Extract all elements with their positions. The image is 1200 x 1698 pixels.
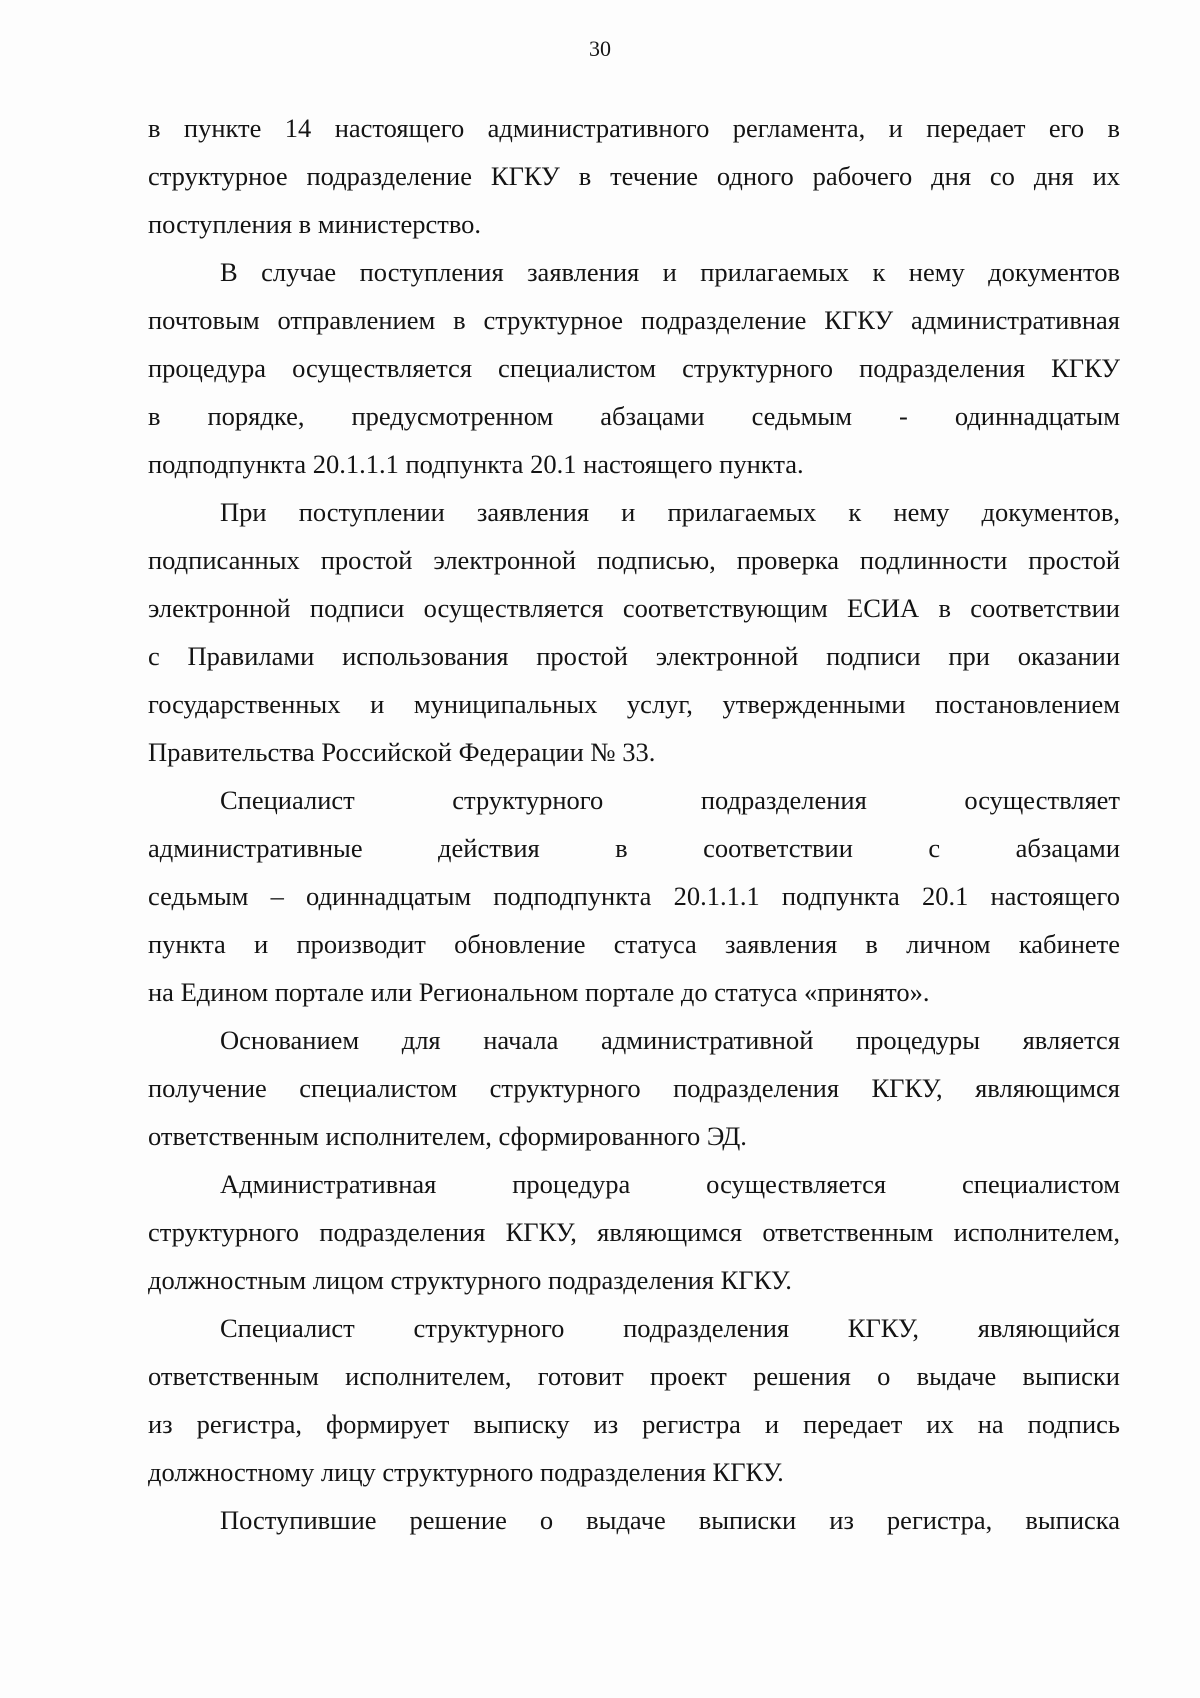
text-line: седьмым – одиннадцатым подподпункта 20.1.1.1 подпункта 20.1 настоящего (148, 881, 1120, 911)
text-line: из регистра, формирует выписку из регистра и передает их на подпись (148, 1409, 1120, 1439)
text-line: подподпункта 20.1.1.1 подпункта 20.1 настоящего пункта. (148, 449, 804, 479)
paragraph-1 (148, 104, 1120, 248)
text-line: структурное подразделение КГКУ в течение одного рабочего дня со дня их (148, 161, 1120, 191)
text-line: с Правилами использования простой электронной подписи при оказании (148, 641, 1120, 671)
text-line: Правительства Российской Федерации № 33. (148, 737, 656, 767)
text-line: пункта и производит обновление статуса заявления в личном кабинете (148, 929, 1120, 959)
text-line: почтовым отправлением в структурное подразделение КГКУ административная (148, 305, 1120, 335)
text-line: на Едином портале или Региональном портале до статуса «принято». (148, 977, 930, 1007)
paragraph-2 (148, 248, 1120, 488)
text-line: должностному лицу структурного подразделения КГКУ. (148, 1457, 784, 1487)
paragraph-8 (148, 1496, 1120, 1544)
text-line: ответственным исполнителем, сформированного ЭД. (148, 1121, 747, 1151)
text-line: При поступлении заявления и прилагаемых к нему документов, (220, 497, 1120, 527)
text-line: Поступившие решение о выдаче выписки из регистра, выписка (220, 1505, 1120, 1535)
text-line: ответственным исполнителем, готовит проект решения о выдаче выписки (148, 1361, 1120, 1391)
text-line: в пункте 14 настоящего административного регламента, и передает его в (148, 113, 1120, 143)
text-line: структурного подразделения КГКУ, являющимся ответственным исполнителем, (148, 1217, 1120, 1247)
text-line: электронной подписи осуществляется соответствующим ЕСИА в соответствии (148, 593, 1120, 623)
paragraph-4 (148, 776, 1120, 1016)
paragraph-5 (148, 1016, 1120, 1160)
text-line: административные действия в соответствии с абзацами (148, 833, 1120, 863)
paragraph-6 (148, 1160, 1120, 1304)
text-line: Специалист структурного подразделения осуществляет (220, 785, 1120, 815)
text-line: Основанием для начала административной процедуры является (220, 1025, 1120, 1055)
text-line: подписанных простой электронной подписью, проверка подлинности простой (148, 545, 1120, 575)
text-line: В случае поступления заявления и прилагаемых к нему документов (220, 257, 1120, 287)
text-line: получение специалистом структурного подразделения КГКУ, являющимся (148, 1073, 1120, 1103)
text-line: Специалист структурного подразделения КГКУ, являющийся (220, 1313, 1120, 1343)
text-line: должностным лицом структурного подразделения КГКУ. (148, 1265, 792, 1295)
paragraph-7 (148, 1304, 1120, 1496)
document-body (148, 104, 1120, 1544)
text-line: поступления в министерство. (148, 209, 482, 239)
paragraph-3 (148, 488, 1120, 776)
text-line: государственных и муниципальных услуг, утвержденными постановлением (148, 689, 1120, 719)
text-line: в порядке, предусмотренном абзацами седьмым - одиннадцатым (148, 401, 1120, 431)
text-line: процедура осуществляется специалистом структурного подразделения КГКУ (148, 353, 1120, 383)
page-number: 30 (589, 36, 611, 61)
text-line: Административная процедура осуществляется специалистом (220, 1169, 1120, 1199)
